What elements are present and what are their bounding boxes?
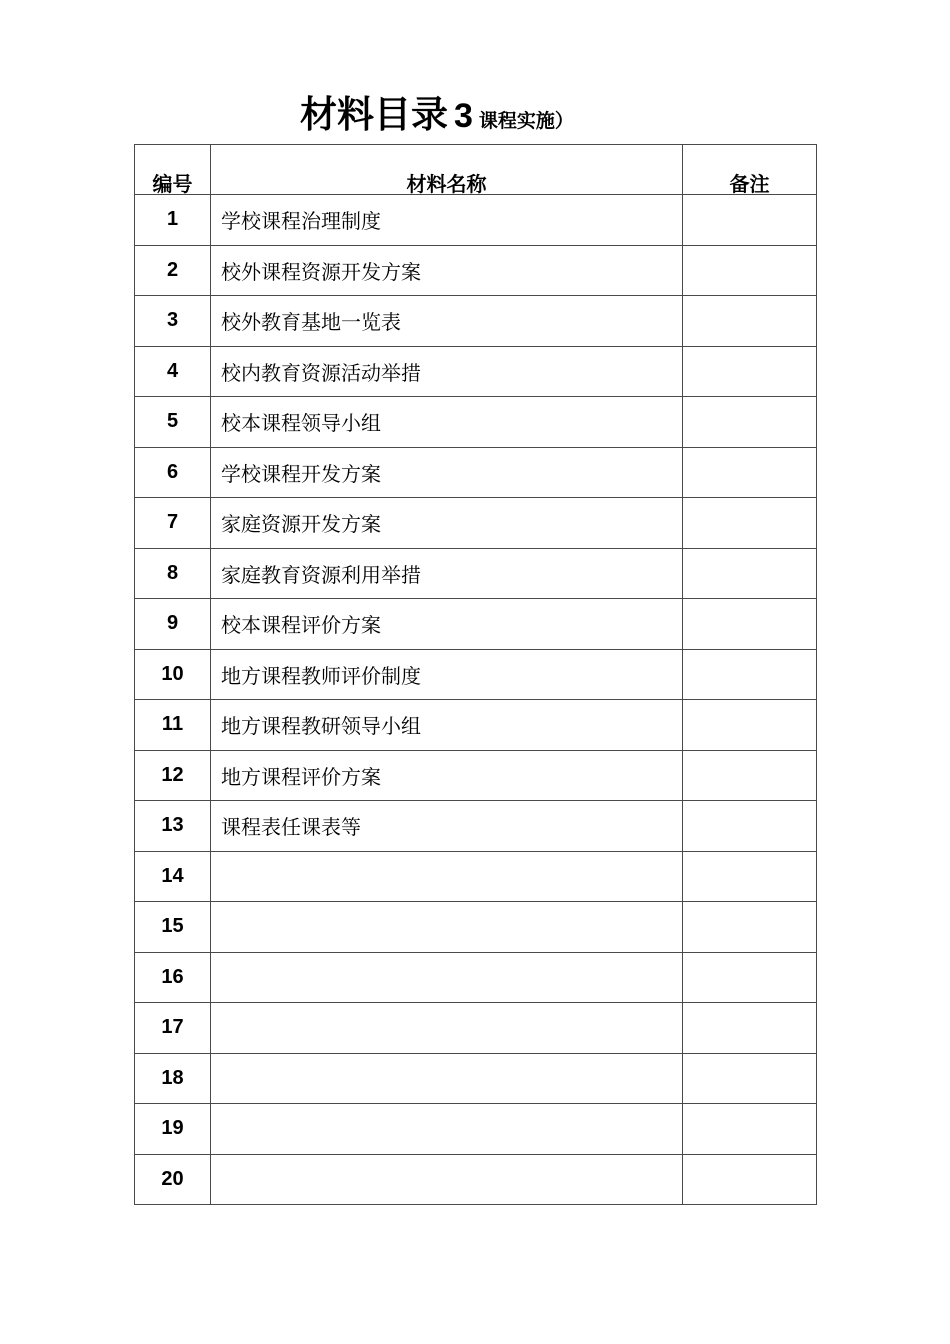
row-material-name: 地方课程教师评价制度 — [211, 649, 683, 700]
title-number: 3 — [454, 97, 473, 135]
row-note — [683, 1154, 817, 1205]
row-material-name: 校外教育基地一览表 — [211, 296, 683, 347]
row-number: 5 — [135, 397, 211, 448]
row-number: 11 — [135, 700, 211, 751]
row-note — [683, 902, 817, 953]
row-note — [683, 1053, 817, 1104]
material-table — [134, 144, 817, 1205]
row-number: 12 — [135, 750, 211, 801]
row-number: 8 — [135, 548, 211, 599]
row-note — [683, 195, 817, 246]
row-material-name — [211, 1104, 683, 1155]
table-row — [135, 447, 817, 498]
document-title — [300, 84, 574, 134]
row-note — [683, 851, 817, 902]
table-row — [135, 346, 817, 397]
row-number: 6 — [135, 447, 211, 498]
row-number: 4 — [135, 346, 211, 397]
row-note — [683, 296, 817, 347]
table-row — [135, 1154, 817, 1205]
row-note — [683, 447, 817, 498]
row-material-name: 校外课程资源开发方案 — [211, 245, 683, 296]
table-row — [135, 851, 817, 902]
row-material-name — [211, 1154, 683, 1205]
table-row — [135, 700, 817, 751]
table-row — [135, 599, 817, 650]
row-number: 19 — [135, 1104, 211, 1155]
row-number: 10 — [135, 649, 211, 700]
row-material-name: 课程表任课表等 — [211, 801, 683, 852]
row-number: 13 — [135, 801, 211, 852]
table-row — [135, 952, 817, 1003]
row-material-name: 家庭资源开发方案 — [211, 498, 683, 549]
row-note — [683, 700, 817, 751]
row-material-name: 校内教育资源活动举措 — [211, 346, 683, 397]
row-material-name: 校本课程领导小组 — [211, 397, 683, 448]
row-note — [683, 245, 817, 296]
title-main-text: 材料目录 — [300, 93, 448, 136]
table-row — [135, 296, 817, 347]
row-material-name — [211, 1003, 683, 1054]
header-number: 编号 — [135, 145, 211, 195]
row-note — [683, 548, 817, 599]
row-note — [683, 750, 817, 801]
row-note — [683, 599, 817, 650]
row-note — [683, 649, 817, 700]
row-number: 9 — [135, 599, 211, 650]
table-row — [135, 1104, 817, 1155]
row-number: 15 — [135, 902, 211, 953]
row-note — [683, 801, 817, 852]
row-material-name: 家庭教育资源利用举措 — [211, 548, 683, 599]
table-row — [135, 649, 817, 700]
row-note — [683, 346, 817, 397]
row-material-name — [211, 902, 683, 953]
table-header-row — [135, 145, 817, 195]
row-number: 14 — [135, 851, 211, 902]
row-note — [683, 1104, 817, 1155]
row-material-name: 学校课程治理制度 — [211, 195, 683, 246]
row-note — [683, 397, 817, 448]
row-number: 17 — [135, 1003, 211, 1054]
table-row — [135, 1003, 817, 1054]
row-note — [683, 952, 817, 1003]
row-note — [683, 1003, 817, 1054]
table-row — [135, 801, 817, 852]
row-number: 20 — [135, 1154, 211, 1205]
row-material-name: 校本课程评价方案 — [211, 599, 683, 650]
row-number: 2 — [135, 245, 211, 296]
row-number: 1 — [135, 195, 211, 246]
row-material-name: 地方课程评价方案 — [211, 750, 683, 801]
row-material-name: 学校课程开发方案 — [211, 447, 683, 498]
table-row — [135, 548, 817, 599]
table-row — [135, 498, 817, 549]
row-material-name — [211, 952, 683, 1003]
header-name: 材料名称 — [211, 145, 683, 195]
table-row — [135, 1053, 817, 1104]
table-row — [135, 195, 817, 246]
header-note: 备注 — [683, 145, 817, 195]
table-body — [135, 195, 817, 1205]
row-number: 18 — [135, 1053, 211, 1104]
row-material-name — [211, 1053, 683, 1104]
row-number: 7 — [135, 498, 211, 549]
title-subtitle: 课程实施） — [478, 110, 574, 132]
row-number: 16 — [135, 952, 211, 1003]
row-material-name: 地方课程教研领导小组 — [211, 700, 683, 751]
row-material-name — [211, 851, 683, 902]
table-row — [135, 397, 817, 448]
table-row — [135, 902, 817, 953]
table-row — [135, 245, 817, 296]
table-row — [135, 750, 817, 801]
row-number: 3 — [135, 296, 211, 347]
row-note — [683, 498, 817, 549]
